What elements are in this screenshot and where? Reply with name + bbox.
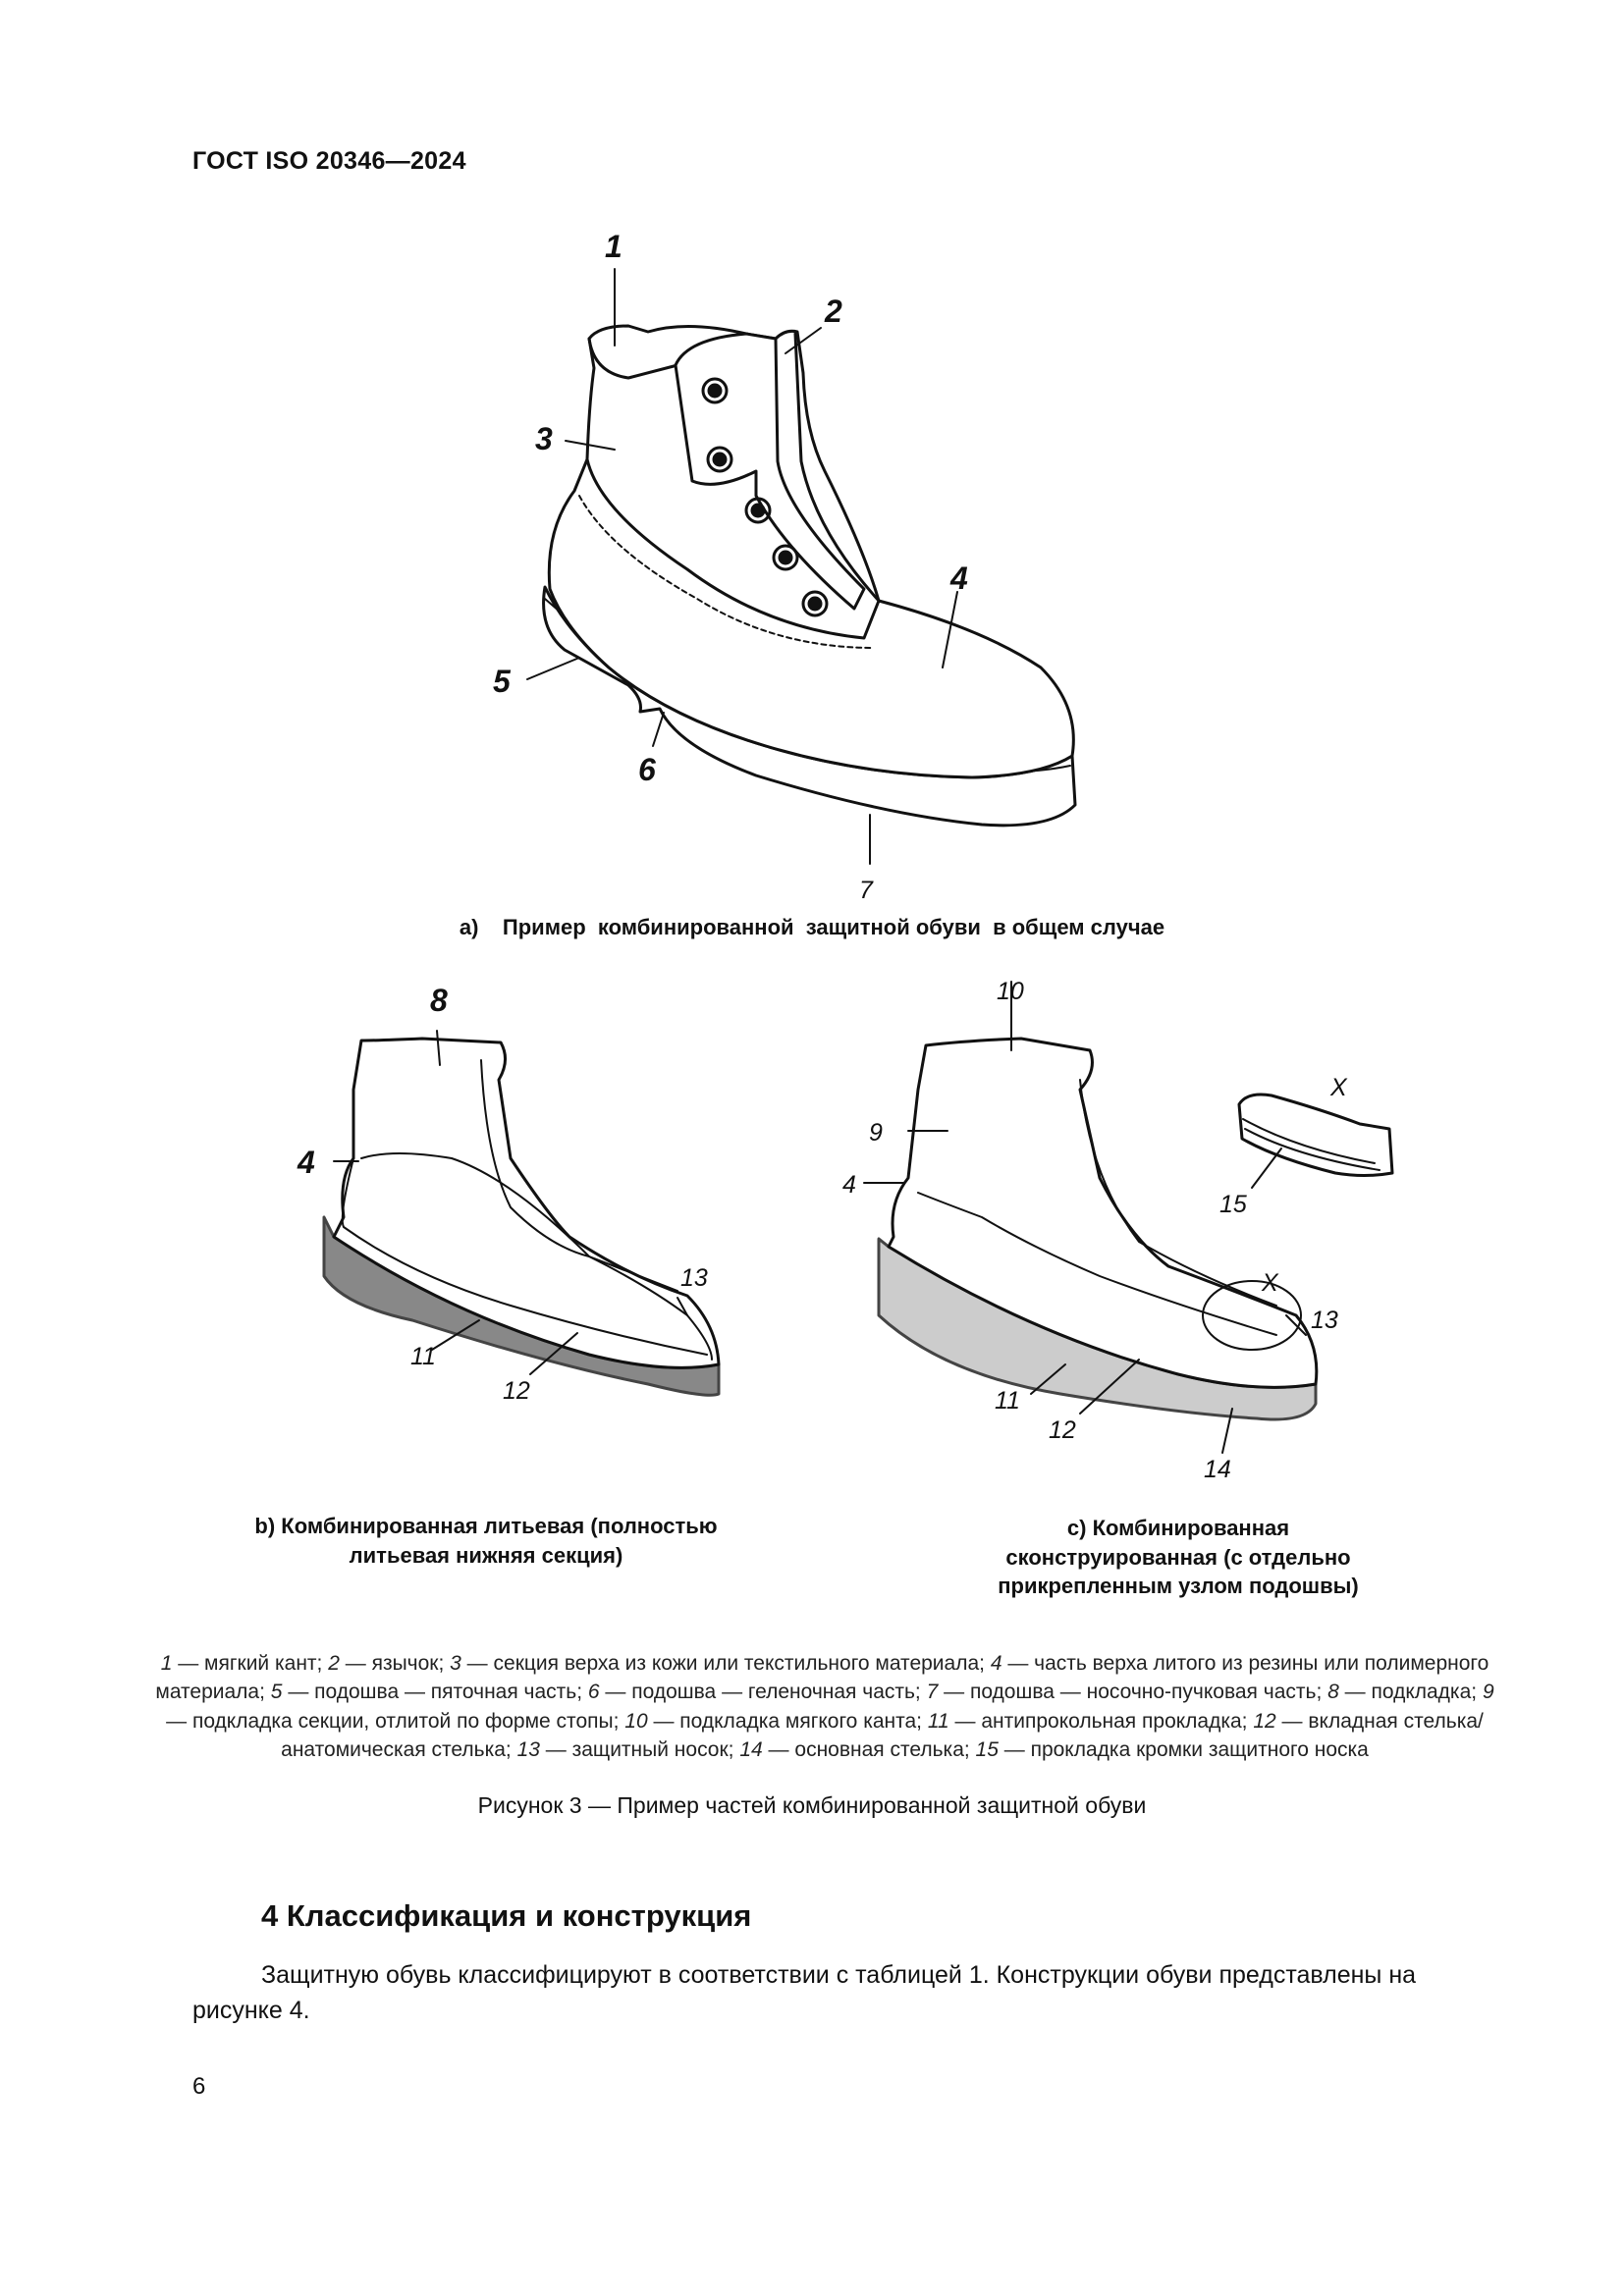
document-header: ГОСТ ISO 20346—2024	[192, 147, 466, 175]
boot-b-drawing	[324, 1031, 719, 1395]
page-number: 6	[192, 2073, 206, 2100]
caption-b-line-2: литьевая нижняя секция)	[349, 1542, 623, 1568]
legend-entry: 2 — язычок;	[328, 1652, 451, 1675]
legend-entry: 14 — основная стелька;	[739, 1738, 976, 1762]
legend-entry: 8 — подкладка;	[1327, 1681, 1483, 1704]
label-c-12: 12	[1049, 1416, 1076, 1444]
legend-entry: 9 — подкладка секции, отлитой по форме стопы;	[166, 1681, 1494, 1733]
label-a-3: 3	[535, 421, 553, 456]
section-paragraph: Защитную обувь классифицируют в соответствии с таблицей 1. Конструкции обуви представлены на рисунке 4.	[192, 1961, 1417, 2025]
legend-entry: 4 — часть верха литого из резины или полимерного материала;	[155, 1652, 1489, 1704]
legend-entry: 12 — вкладная стелька/анатомическая стелька;	[281, 1709, 1484, 1762]
legend-entry: 13 — защитный носок;	[516, 1738, 740, 1762]
label-c-x-detail: X	[1330, 1074, 1347, 1101]
label-b-8: 8	[430, 983, 448, 1018]
label-c-4: 4	[842, 1171, 856, 1199]
label-b-12: 12	[503, 1377, 530, 1405]
legend-entry: 11 — антипрокольная прокладка;	[927, 1709, 1254, 1733]
label-c-11: 11	[995, 1387, 1020, 1415]
legend-entry: 3 — секция верха из кожи или текстильного материала;	[450, 1652, 991, 1675]
label-b-11: 11	[410, 1343, 436, 1370]
label-a-1: 1	[605, 229, 623, 264]
label-a-5: 5	[493, 664, 511, 699]
legend-entry: 5 — подошва — пяточная часть;	[270, 1681, 588, 1704]
label-c-9: 9	[869, 1119, 883, 1147]
label-a-7: 7	[859, 877, 873, 904]
label-c-15: 15	[1219, 1191, 1247, 1218]
label-c-10: 10	[997, 978, 1024, 1005]
caption-b	[177, 1512, 795, 1570]
label-c-x-circle: X	[1262, 1269, 1278, 1297]
caption-c-line-2: сконструированная (с отдельно	[1005, 1544, 1351, 1570]
legend-entry: 15 — прокладка кромки защитного носка	[975, 1738, 1369, 1762]
label-a-6: 6	[638, 752, 656, 787]
label-a-4: 4	[950, 561, 968, 596]
label-b-13: 13	[680, 1264, 708, 1292]
section-heading: 4 Классификация и конструкция	[261, 1898, 752, 1933]
label-a-2: 2	[825, 294, 842, 329]
caption-a: a) Пример комбинированной защитной обуви в общем случае	[459, 915, 1165, 939]
legend-entry: 1 — мягкий кант;	[160, 1652, 329, 1675]
figure-legend	[147, 1649, 1502, 1765]
boot-a-drawing	[527, 269, 1075, 864]
label-c-14: 14	[1204, 1456, 1231, 1483]
label-c-13: 13	[1311, 1307, 1338, 1334]
caption-c	[903, 1514, 1453, 1601]
figure-title: Рисунок 3 — Пример частей комбинированной защитной обуви	[477, 1792, 1147, 1818]
legend-entry: 10 — подкладка мягкого канта;	[624, 1709, 928, 1733]
legend-entry: 7 — подошва — носочно-пучковая часть;	[926, 1681, 1328, 1704]
caption-c-line-1: c) Комбинированная	[1066, 1516, 1290, 1540]
legend-entry: 6 — подошва — геленочная часть;	[587, 1681, 927, 1704]
caption-b-line-1: b) Комбинированная литьевая (полностью	[254, 1514, 718, 1538]
caption-c-line-3: прикрепленным узлом подошвы)	[998, 1574, 1359, 1599]
boot-c-drawing	[864, 982, 1392, 1453]
label-b-4: 4	[298, 1145, 315, 1180]
